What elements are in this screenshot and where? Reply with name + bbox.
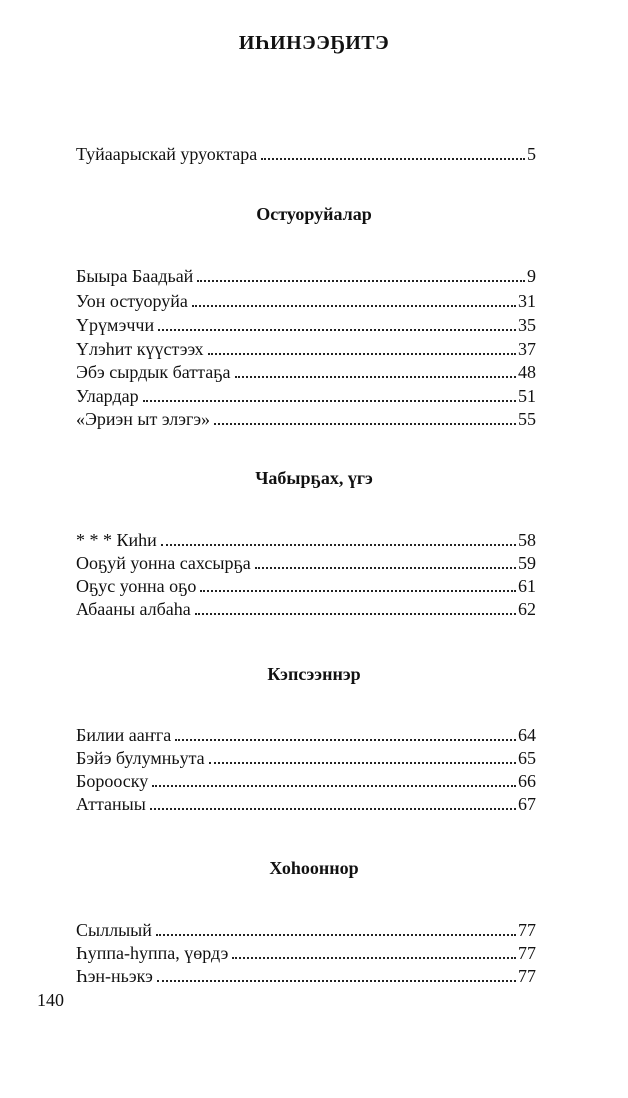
entry-title: * * * Киһи (76, 530, 157, 550)
toc-entry (76, 291, 536, 315)
entry-title: Ооҕуй уонна сахсырҕа (76, 553, 251, 573)
toc-entry (76, 530, 536, 554)
entry-title: Эбэ сырдык баттаҕа (76, 362, 231, 382)
leader-dots (197, 280, 525, 282)
section-heading: Хоһооннор (269, 858, 359, 878)
entry-title: Үрүмэччи (76, 315, 155, 335)
entry-title: Оҕус уонна оҕо (76, 576, 197, 596)
leader-dots (214, 423, 516, 425)
section-heading: Остуоруйалар (256, 204, 372, 224)
toc-title: ИҺИНЭЭҔИТЭ (238, 32, 390, 54)
leader-dots (158, 329, 516, 331)
entry-page: 5 (527, 144, 536, 164)
leader-dots (152, 785, 516, 787)
entry-title: Бэйэ булумньута (76, 748, 205, 768)
entry-page: 58 (518, 530, 536, 550)
entry-title: Улардар (76, 386, 139, 406)
entry-page: 9 (527, 266, 536, 286)
leader-dots (157, 980, 516, 982)
entry-title: Һэн-ньэкэ (76, 966, 153, 986)
toc-entry (76, 748, 536, 772)
toc-entry (76, 966, 536, 990)
entry-page: 51 (518, 386, 536, 406)
entry-page: 77 (518, 920, 536, 940)
entry-title: Билии ааҥга (76, 725, 172, 745)
entry-title: Абааны албаһа (76, 599, 191, 619)
entry-page: 77 (518, 943, 536, 963)
leader-dots (208, 353, 516, 355)
entry-page: 64 (518, 725, 536, 745)
toc-entry (76, 339, 536, 363)
entry-page: 55 (518, 409, 536, 429)
entry-page: 37 (518, 339, 536, 359)
leader-dots (156, 934, 516, 936)
toc-entry (76, 725, 536, 749)
entry-title: Уон остуоруйа (76, 291, 188, 311)
leader-dots (200, 590, 516, 592)
toc-entry (76, 794, 536, 818)
entry-title: Борооску (76, 771, 149, 791)
entry-page: 65 (518, 748, 536, 768)
entry-page: 48 (518, 362, 536, 382)
toc-entry (76, 144, 536, 168)
toc-entry (76, 553, 536, 577)
leader-dots (175, 739, 516, 741)
entry-page: 31 (518, 291, 536, 311)
leader-dots (209, 762, 516, 764)
entry-title: Быыра Баадьай (76, 266, 194, 286)
leader-dots (261, 158, 525, 160)
entry-title: «Эриэн ыт элэгэ» (76, 409, 211, 429)
section-heading: Чабырҕах, үгэ (255, 468, 373, 488)
entry-title: Сыллыый (76, 920, 152, 940)
entry-page: 59 (518, 553, 536, 573)
toc-entry (76, 409, 536, 433)
entry-title: Үлэһит күүстээх (76, 339, 204, 359)
toc-entry (76, 362, 536, 386)
leader-dots (192, 305, 516, 307)
leader-dots (195, 613, 516, 615)
toc-entry (76, 315, 536, 339)
leader-dots (232, 957, 516, 959)
entry-page: 67 (518, 794, 536, 814)
toc-entry (76, 599, 536, 623)
entry-title: Һуппа-һуппа, үөрдэ (76, 943, 229, 963)
entry-page: 35 (518, 315, 536, 335)
leader-dots (235, 376, 517, 378)
entry-title: Аттаныы (76, 794, 146, 814)
entry-page: 61 (518, 576, 536, 596)
leader-dots (150, 808, 516, 810)
leader-dots (143, 400, 516, 402)
entry-page: 62 (518, 599, 536, 619)
toc-entry (76, 386, 536, 410)
toc-entry (76, 576, 536, 600)
toc-entry (76, 771, 536, 795)
entry-title: Туйаарыскай уруоктара (76, 144, 258, 164)
leader-dots (161, 544, 516, 546)
toc-entry (76, 266, 536, 290)
toc-entry (76, 943, 536, 967)
section-heading: Кэпсээннэр (267, 664, 361, 684)
page-number: 140 (37, 990, 64, 1010)
toc-entry (76, 920, 536, 944)
leader-dots (255, 567, 516, 569)
entry-page: 77 (518, 966, 536, 986)
entry-page: 66 (518, 771, 536, 791)
